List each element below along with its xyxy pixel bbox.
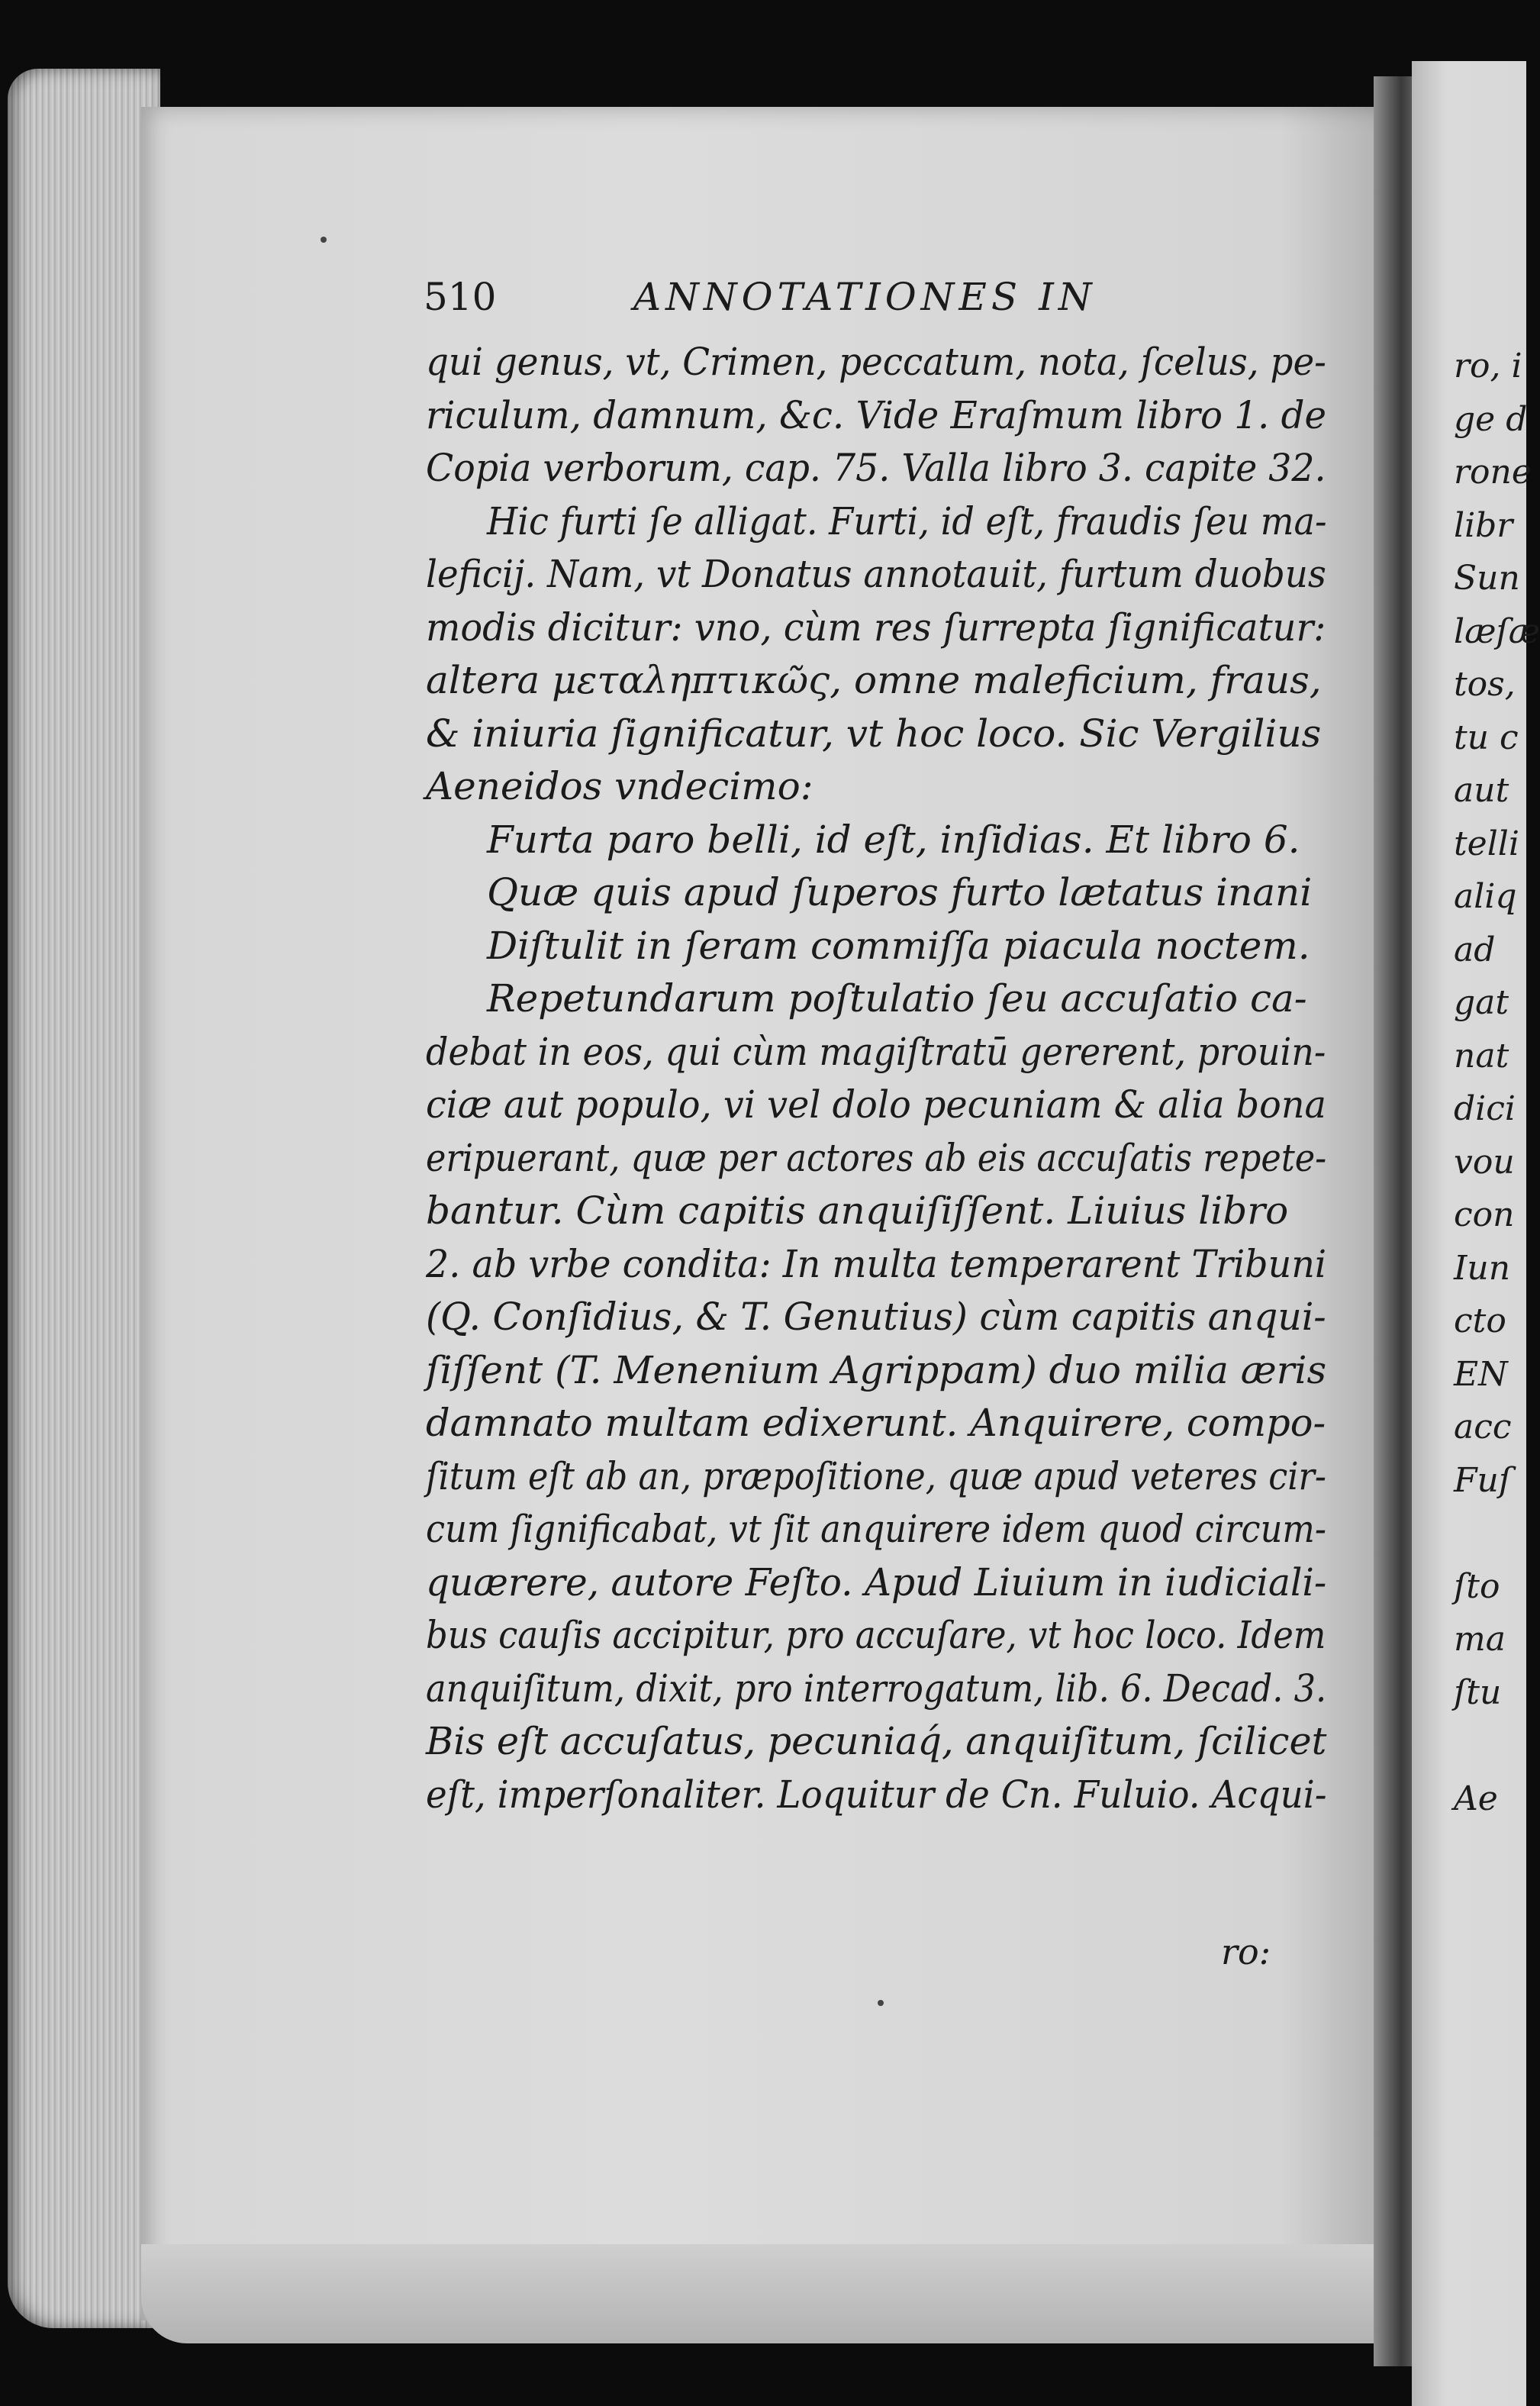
- text-line: Diſtulit in ſeram commiſſa piacula noctem.: [487, 923, 1310, 968]
- right-page-fragment: Ae: [1454, 1779, 1498, 1818]
- right-page-fragment: Fuſ: [1454, 1460, 1512, 1500]
- right-page-fragment: ad: [1454, 930, 1496, 969]
- right-page-fragment: [1454, 1507, 1526, 1560]
- text-line: cum ſignificabat, vt ſit anquirere idem quod circum-: [426, 1507, 1326, 1551]
- text-line: ciæ aut populo, vi vel dolo pecuniam & alia bona: [426, 1082, 1326, 1127]
- text-line: Repetundarum poſtulatio ſeu accuſatio ca-: [487, 976, 1307, 1021]
- text-line: altera μεταληπτικῶς, omne maleficium, fraus,: [426, 658, 1322, 702]
- text-line: Quæ quis apud ſuperos furto lætatus inani: [487, 870, 1313, 914]
- right-page-fragment: rone: [1454, 453, 1532, 492]
- text-line: ſiſſent (T. Menenium Agrippam) duo milia æris: [426, 1347, 1327, 1392]
- right-page-fragment: tu c: [1454, 718, 1519, 757]
- page-edges: [8, 69, 160, 2328]
- text-line: debat in eos, qui cùm magiſtratū gererent, prouin-: [426, 1029, 1326, 1074]
- text-line: bus cauſis accipitur, pro accuſare, vt hoc loco. Idem: [426, 1613, 1326, 1657]
- ink-speck: [878, 2000, 884, 2006]
- right-page-fragment: ſtu: [1454, 1672, 1502, 1712]
- text-line: riculum, damnum, &c. Vide Eraſmum libro 1. de: [426, 392, 1326, 437]
- right-page-fragment: gat: [1454, 983, 1509, 1022]
- catchword: ro:: [1221, 1931, 1271, 1972]
- right-page-fragment: tos,: [1454, 665, 1516, 704]
- right-page-text: [1454, 340, 1540, 1825]
- right-page-fragment: Iun: [1454, 1248, 1511, 1288]
- text-line: Bis eſt accuſatus, pecuniaq́, anquiſitum, ſcilicet: [426, 1719, 1327, 1763]
- text-line: Aeneidos vndecimo:: [426, 764, 813, 808]
- text-line: damnato multam edixerunt. Anquirere, compo-: [426, 1401, 1326, 1445]
- right-page-fragment: ge d: [1454, 399, 1528, 439]
- right-page-fragment: acc: [1454, 1408, 1512, 1447]
- right-page-fragment: cto: [1454, 1301, 1506, 1340]
- right-page-fragment: nat: [1454, 1036, 1509, 1076]
- right-page-fragment: libr: [1454, 505, 1513, 545]
- running-head-title: ANNOTATIONES IN: [633, 275, 1097, 319]
- text-line: eſt, imperſonaliter. Loquitur de Cn. Fuluio. Acqui-: [426, 1772, 1327, 1817]
- right-page-fragment: telli: [1454, 824, 1519, 863]
- text-line: anquiſitum, dixit, pro interrogatum, lib. 6. Decad. 3.: [426, 1666, 1327, 1711]
- right-page-fragment: Sun: [1454, 559, 1520, 598]
- right-page-fragment: vou: [1454, 1142, 1515, 1182]
- left-page-bottom-edge: [141, 2244, 1393, 2343]
- right-page-fragment: ma: [1454, 1620, 1506, 1659]
- text-line: bantur. Cùm capitis anquiſiſſent. Liuius libro: [426, 1188, 1289, 1233]
- body-text: [426, 336, 1326, 1821]
- right-page-fragment: aliq: [1454, 877, 1517, 916]
- text-line: modis dicitur: vno, cùm res ſurrepta ſignificatur:: [426, 605, 1326, 650]
- text-line: Furta paro belli, id eſt, inſidias. Et libro 6.: [487, 817, 1300, 862]
- right-page-fragment: læſæ: [1454, 611, 1540, 651]
- right-page-fragment: ſto: [1454, 1566, 1500, 1606]
- ink-speck: [321, 237, 327, 243]
- right-page-fragment: [1454, 1719, 1526, 1772]
- text-line: eripuerant, quæ per actores ab eis accuſatis repete-: [426, 1135, 1327, 1180]
- text-line: Copia verborum, cap. 75. Valla libro 3. capite 32.: [426, 446, 1326, 490]
- right-page-fragment: con: [1454, 1195, 1515, 1234]
- text-line: Hic furti ſe alligat. Furti, id eſt, fraudis ſeu ma-: [487, 498, 1327, 543]
- page-number: 510: [424, 275, 497, 319]
- right-page-fragment: aut: [1454, 771, 1509, 810]
- text-line: qui genus, vt, Crimen, peccatum, nota, ſcelus, pe-: [426, 340, 1326, 384]
- text-line: (Q. Conſidius, & T. Genutius) cùm capitis anqui-: [426, 1295, 1326, 1339]
- text-line: quærere, autore Feſto. Apud Liuium in iudiciali-: [426, 1559, 1327, 1605]
- right-page-fragment: ro, i: [1454, 347, 1522, 385]
- right-page-fragment: EN: [1454, 1354, 1508, 1394]
- text-line: ſitum eſt ab an, præpoſitione, quæ apud veteres cir-: [426, 1453, 1326, 1498]
- text-line: & iniuria ſignificatur, vt hoc loco. Sic Vergilius: [426, 711, 1322, 756]
- right-page-fragment: dici: [1454, 1089, 1516, 1128]
- text-line: 2. ab vrbe condita: In multa temperarent Tribuni: [426, 1241, 1327, 1286]
- text-line: leficij. Nam, vt Donatus annotauit, furtum duobus: [426, 552, 1326, 596]
